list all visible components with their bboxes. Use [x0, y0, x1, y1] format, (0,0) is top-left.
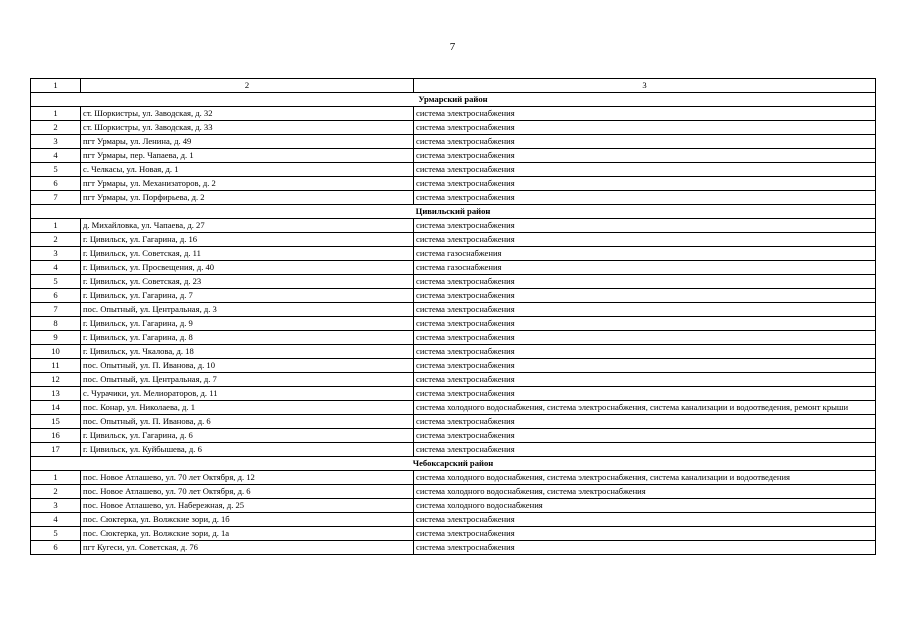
row-address: пос. Конар, ул. Николаева, д. 1	[81, 401, 414, 415]
section-row	[31, 205, 876, 219]
row-number: 11	[31, 359, 81, 373]
row-address: пгт Урмары, ул. Порфирьева, д. 2	[81, 191, 414, 205]
row-number: 6	[31, 289, 81, 303]
row-number: 3	[31, 499, 81, 513]
row-number: 2	[31, 121, 81, 135]
row-system: система электроснабжения	[414, 415, 876, 429]
row-number: 3	[31, 135, 81, 149]
row-address: с. Челкасы, ул. Новая, д. 1	[81, 163, 414, 177]
row-system: система электроснабжения	[414, 233, 876, 247]
row-number: 4	[31, 513, 81, 527]
row-number: 6	[31, 541, 81, 555]
table-row	[31, 177, 876, 191]
row-system: система газоснабжения	[414, 261, 876, 275]
table-row	[31, 443, 876, 457]
row-system: система холодного водоснабжения, система электроснабжения	[414, 485, 876, 499]
row-address: г. Цивильск, ул. Гагарина, д. 16	[81, 233, 414, 247]
table-body	[31, 79, 876, 555]
row-number: 7	[31, 191, 81, 205]
row-address: г. Цивильск, ул. Гагарина, д. 8	[81, 331, 414, 345]
row-number: 10	[31, 345, 81, 359]
row-address: г. Цивильск, ул. Куйбышева, д. 6	[81, 443, 414, 457]
table-row	[31, 331, 876, 345]
row-number: 4	[31, 261, 81, 275]
row-address: пос. Новое Атлашево, ул. 70 лет Октября, д. 12	[81, 471, 414, 485]
row-system: система электроснабжения	[414, 177, 876, 191]
table-row	[31, 289, 876, 303]
row-system: система электроснабжения	[414, 275, 876, 289]
objects-table	[30, 78, 876, 555]
table-row	[31, 499, 876, 513]
row-address: пос. Сюктерка, ул. Волжские зори, д. 1а	[81, 527, 414, 541]
row-address: пос. Опытный, ул. П. Иванова, д. 6	[81, 415, 414, 429]
table-row	[31, 107, 876, 121]
table-row	[31, 429, 876, 443]
row-system: система электроснабжения	[414, 135, 876, 149]
row-system: система электроснабжения	[414, 527, 876, 541]
row-number: 16	[31, 429, 81, 443]
row-system: система электроснабжения	[414, 219, 876, 233]
row-number: 2	[31, 485, 81, 499]
row-number: 3	[31, 247, 81, 261]
section-title: Урмарский район	[31, 93, 876, 107]
row-address: г. Цивильск, ул. Гагарина, д. 6	[81, 429, 414, 443]
row-number: 15	[31, 415, 81, 429]
row-address: пгт Урмары, пер. Чапаева, д. 1	[81, 149, 414, 163]
row-address: ст. Шоркистры, ул. Заводская, д. 33	[81, 121, 414, 135]
row-number: 13	[31, 387, 81, 401]
row-address: г. Цивильск, ул. Советская, д. 11	[81, 247, 414, 261]
table-row	[31, 359, 876, 373]
row-address: г. Цивильск, ул. Просвещения, д. 40	[81, 261, 414, 275]
row-number: 5	[31, 275, 81, 289]
row-system: система электроснабжения	[414, 317, 876, 331]
row-number: 8	[31, 317, 81, 331]
section-title: Цивильский район	[31, 205, 876, 219]
row-address: пгт Кугеси, ул. Советская, д. 76	[81, 541, 414, 555]
row-system: система электроснабжения	[414, 121, 876, 135]
row-system: система электроснабжения	[414, 373, 876, 387]
column-header-number: 1	[31, 79, 81, 93]
column-header-system: 3	[414, 79, 876, 93]
table-row	[31, 261, 876, 275]
section-title: Чебоксарский район	[31, 457, 876, 471]
row-number: 4	[31, 149, 81, 163]
table-row	[31, 401, 876, 415]
table-row	[31, 219, 876, 233]
row-number: 9	[31, 331, 81, 345]
table-row	[31, 275, 876, 289]
row-address: пос. Сюктерка, ул. Волжские зори, д. 1б	[81, 513, 414, 527]
table-row	[31, 345, 876, 359]
row-address: г. Цивильск, ул. Гагарина, д. 7	[81, 289, 414, 303]
row-number: 12	[31, 373, 81, 387]
table-row	[31, 135, 876, 149]
row-address: г. Цивильск, ул. Гагарина, д. 9	[81, 317, 414, 331]
row-number: 1	[31, 471, 81, 485]
row-system: система электроснабжения	[414, 443, 876, 457]
section-row	[31, 93, 876, 107]
row-number: 17	[31, 443, 81, 457]
row-system: система холодного водоснабжения, система электроснабжения, система канализации и водоотведения, ремонт крыши	[414, 401, 876, 415]
column-header-address: 2	[81, 79, 414, 93]
row-system: система электроснабжения	[414, 541, 876, 555]
row-system: система газоснабжения	[414, 247, 876, 261]
table-row	[31, 387, 876, 401]
row-address: пос. Новое Атлашево, ул. Набережная, д. 25	[81, 499, 414, 513]
row-address: ст. Шоркистры, ул. Заводская, д. 32	[81, 107, 414, 121]
row-address: пос. Новое Атлашево, ул. 70 лет Октября, д. 6	[81, 485, 414, 499]
table-row	[31, 191, 876, 205]
row-number: 2	[31, 233, 81, 247]
section-row	[31, 457, 876, 471]
row-system: система электроснабжения	[414, 289, 876, 303]
table-row	[31, 163, 876, 177]
table-row	[31, 317, 876, 331]
row-system: система электроснабжения	[414, 107, 876, 121]
table-row	[31, 527, 876, 541]
row-address: пос. Опытный, ул. Центральная, д. 3	[81, 303, 414, 317]
row-system: система электроснабжения	[414, 149, 876, 163]
table-row	[31, 149, 876, 163]
table-row	[31, 541, 876, 555]
row-address: пгт Урмары, ул. Механизаторов, д. 2	[81, 177, 414, 191]
page-number: 7	[449, 41, 456, 53]
table-row	[31, 513, 876, 527]
table-row	[31, 471, 876, 485]
row-system: система электроснабжения	[414, 331, 876, 345]
row-number: 14	[31, 401, 81, 415]
table-row	[31, 121, 876, 135]
table-row	[31, 485, 876, 499]
row-number: 1	[31, 107, 81, 121]
row-address: с. Чурачики, ул. Мелиораторов, д. 11	[81, 387, 414, 401]
row-address: г. Цивильск, ул. Советская, д. 23	[81, 275, 414, 289]
row-system: система электроснабжения	[414, 191, 876, 205]
row-number: 1	[31, 219, 81, 233]
row-system: система электроснабжения	[414, 163, 876, 177]
table-row	[31, 247, 876, 261]
row-number: 6	[31, 177, 81, 191]
row-system: система электроснабжения	[414, 303, 876, 317]
row-number: 5	[31, 163, 81, 177]
row-system: система электроснабжения	[414, 513, 876, 527]
row-system: система холодного водоснабжения, система электроснабжения, система канализации и водоотведения	[414, 471, 876, 485]
table-row	[31, 233, 876, 247]
table-row	[31, 303, 876, 317]
row-address: пос. Опытный, ул. Центральная, д. 7	[81, 373, 414, 387]
row-address: д. Михайловка, ул. Чапаева, д. 27	[81, 219, 414, 233]
table-row	[31, 415, 876, 429]
row-address: пос. Опытный, ул. П. Иванова, д. 10	[81, 359, 414, 373]
row-system: система электроснабжения	[414, 345, 876, 359]
row-number: 7	[31, 303, 81, 317]
table-header-row	[31, 79, 876, 93]
table-row	[31, 373, 876, 387]
row-address: пгт Урмары, ул. Ленина, д. 49	[81, 135, 414, 149]
row-system: система электроснабжения	[414, 359, 876, 373]
row-system: система электроснабжения	[414, 387, 876, 401]
row-system: система холодного водоснабжения	[414, 499, 876, 513]
row-system: система электроснабжения	[414, 429, 876, 443]
row-number: 5	[31, 527, 81, 541]
row-address: г. Цивильск, ул. Чкалова, д. 18	[81, 345, 414, 359]
